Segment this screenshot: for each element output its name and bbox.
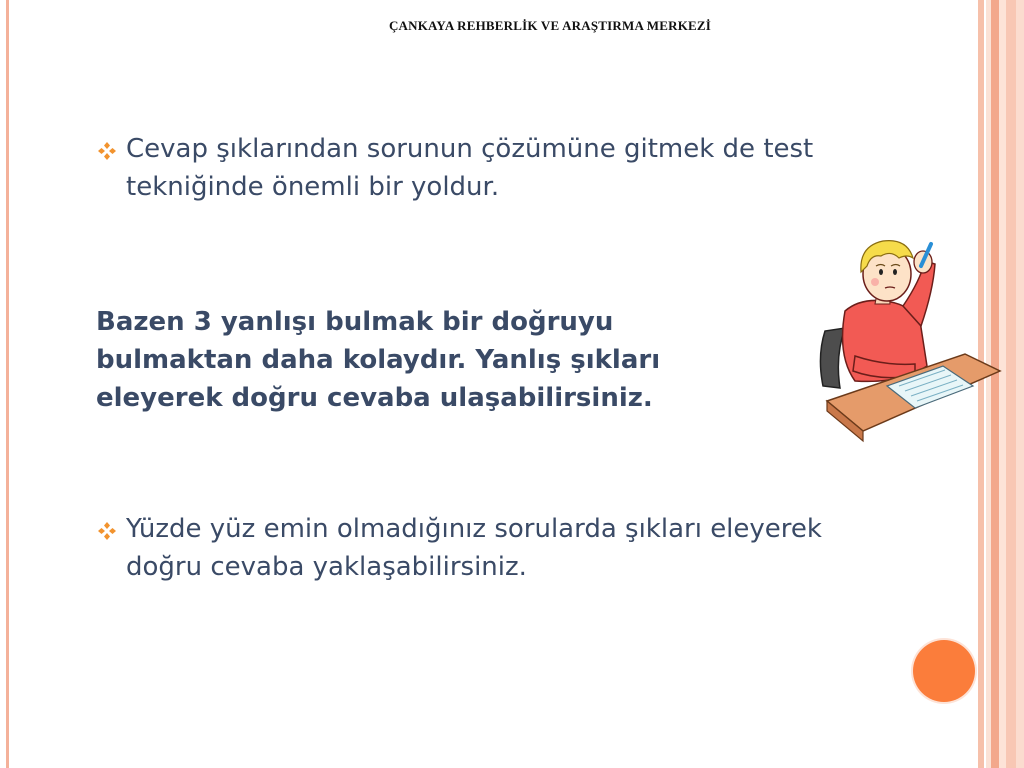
right-stripe — [1016, 0, 1024, 768]
bullet-text-2: Yüzde yüz emin olmadığınız sorularda şıkları eleyerek doğru cevaba yaklaşabilirsiniz. — [126, 514, 822, 582]
left-border — [6, 0, 9, 768]
bullet-item-2 — [96, 510, 856, 586]
bullet-text-1: Cevap şıklarından sorunun çözümüne gitmek de test tekniğinde önemli bir yoldur. — [126, 134, 814, 202]
student-thinking-illustration — [815, 236, 1005, 446]
bold-paragraph: Bazen 3 yanlışı bulmak bir doğruyu bulmaktan daha kolaydır. Yanlış şıkları eleyerek doğru cevaba ulaşabilirsiniz. — [96, 307, 661, 413]
decorative-circle — [913, 640, 975, 702]
page-header: ÇANKAYA REHBERLİK VE ARAŞTIRMA MERKEZİ — [388, 18, 712, 33]
right-stripe — [1006, 0, 1016, 768]
diamond-bullet-icon — [96, 520, 118, 542]
diamond-bullet-icon — [96, 140, 118, 162]
bullet-item-1 — [96, 130, 856, 206]
